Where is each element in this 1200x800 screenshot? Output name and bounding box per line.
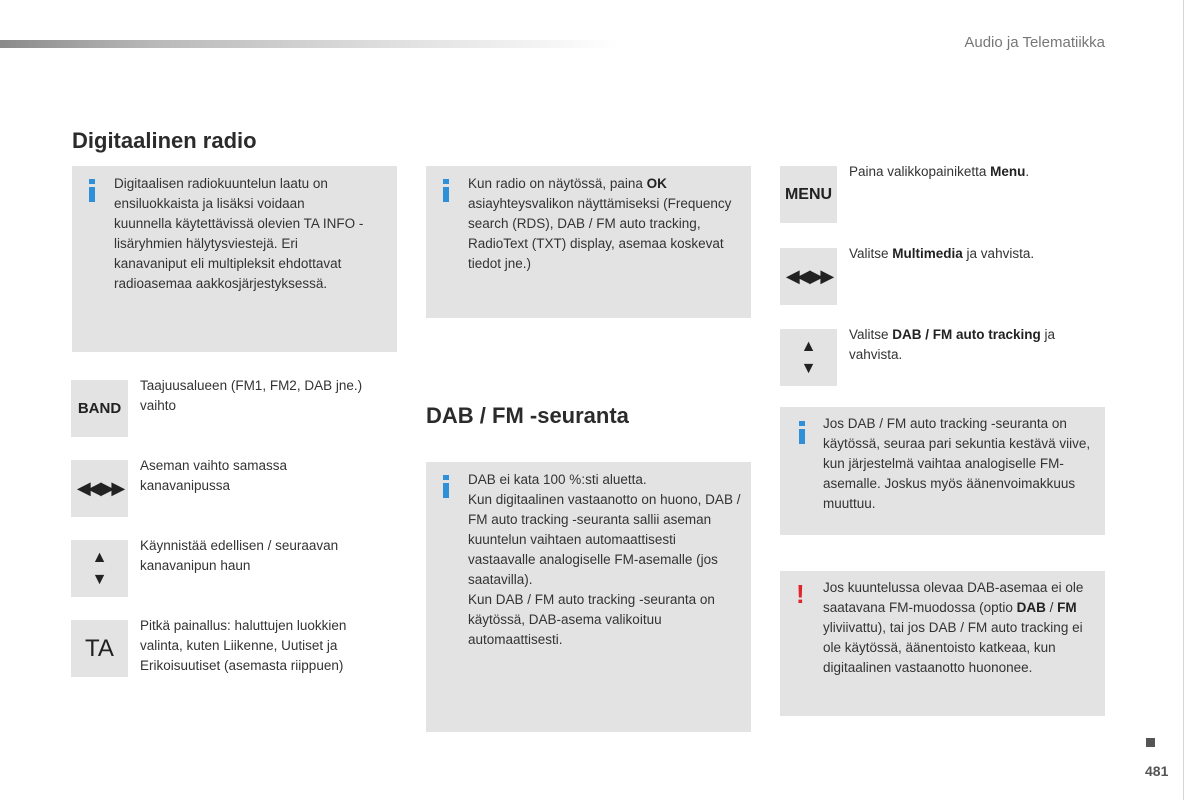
info-box-dab-coverage: [426, 462, 751, 732]
page-number: 481: [1145, 763, 1169, 779]
page-edge-rule: [1183, 0, 1184, 800]
seek-left-right-icon: ◀◀ ▶▶: [780, 248, 837, 305]
up-down-arrows-icon: [780, 329, 837, 386]
seek-left-right-icon: ◀◀ ▶▶: [71, 460, 128, 517]
info-icon: [89, 179, 95, 199]
warning-icon: !: [796, 579, 805, 609]
up-down-arrows-icon: [71, 540, 128, 597]
title-dab-fm-tracking: DAB / FM -seuranta: [426, 403, 629, 428]
band-key: BAND: [71, 380, 128, 437]
info-text: DAB ei kata 100 %:sti aluetta. Kun digitaalinen vastaanotto on huono, DAB / FM auto tracking -seuranta sallii aseman kuuntelun vaihtaen automaattisesti vastaavalle analogiselle FM-asemalle (jos saatavilla). Kun DAB / FM auto tracking -seuranta on käytössä, DAB-asema valikoituu automaattisesti.: [468, 472, 741, 647]
arrow-down-icon: ▼: [91, 570, 108, 588]
arrow-up-icon: ▲: [91, 548, 108, 566]
ta-desc: Pitkä painallus: haluttujen luokkien valinta, kuten Liikenne, Uutiset ja Erikoisuutiset (asemasta riippuen): [140, 618, 347, 673]
warning-text: Jos kuuntelussa olevaa DAB-asemaa ei ole saatavana FM-muodossa (optio DAB / FM yliviivattu), tai jos DAB / FM auto tracking ei ole käytössä, äänentoisto katkeaa, kun digitaalinen vastaanotto huononee.: [823, 580, 1084, 675]
seek-desc: Aseman vaihto samassa kanavanipussa: [140, 458, 288, 493]
section-header: Audio ja Telematiikka: [964, 34, 1105, 51]
info-text: Kun radio on näytössä, paina OK asiayhteysvalikon näyttämiseksi (Frequency search (RDS), DAB / FM auto tracking, RadioText (TXT) display, asemaa koskevat tiedot jne.): [468, 176, 732, 271]
info-icon: [443, 475, 449, 495]
step-menu-desc: Paina valikkopainiketta Menu.: [849, 164, 1030, 179]
warning-box: [780, 571, 1105, 716]
band-desc: Taajuusalueen (FM1, FM2, DAB jne.) vaihto: [140, 378, 363, 413]
up-down-desc: Käynnistää edellisen / seuraavan kanavanipun haun: [140, 538, 339, 573]
info-box-ok-menu: [426, 166, 751, 318]
header-decorative-bar: [0, 40, 620, 48]
info-text: Jos DAB / FM auto tracking -seuranta on käytössä, seuraa pari sekuntia kestävä viive, kun järjestelmä vaihtaa analogiselle FM-asemalle. Joskus myös äänenvoimakkuus muuttuu.: [823, 416, 1091, 511]
step-multimedia-desc: Valitse Multimedia ja vahvista.: [849, 246, 1035, 261]
info-icon: [799, 421, 805, 441]
info-box-digital-radio: [72, 166, 397, 352]
ta-key: TA: [71, 620, 128, 677]
page-marker: [1146, 738, 1155, 747]
info-icon: [443, 179, 449, 199]
title-digital-radio: Digitaalinen radio: [72, 128, 257, 153]
info-text: Digitaalisen radiokuuntelun laatu on ensiluokkaista ja lisäksi voidaan kuunnella käytettävissä olevien TA INFO -lisäryhmien hälytysviestejä. Eri kanavaniput eli multipleksit ehdottavat radioasemaa aakkosjärjestyksessä.: [114, 176, 364, 291]
step-dab-tracking-desc: Valitse DAB / FM auto tracking ja vahvista.: [849, 327, 1056, 362]
info-box-tracking-delay: [780, 407, 1105, 535]
arrow-up-icon: ▲: [800, 337, 817, 355]
arrow-down-icon: ▼: [800, 359, 817, 377]
menu-key: MENU: [780, 166, 837, 223]
